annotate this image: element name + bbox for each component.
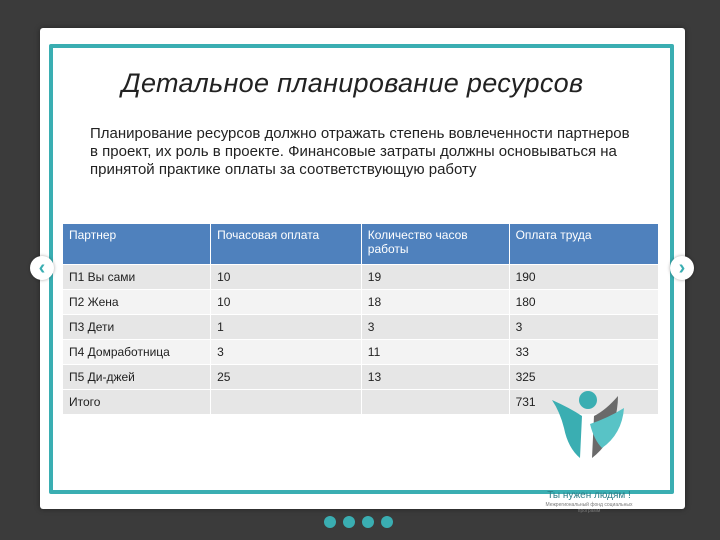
table-cell: 3 bbox=[509, 315, 658, 340]
table-cell: П5 Ди-джей bbox=[63, 365, 211, 390]
next-slide-button[interactable] bbox=[670, 256, 694, 280]
table-cell: 1 bbox=[211, 315, 362, 340]
table-cell: 731 bbox=[509, 390, 658, 415]
header-partner: Партнер bbox=[63, 224, 211, 265]
slide-subtitle: Планирование ресурсов должно отражать степень вовлеченности партнеров в проект, их роль в проекте. Финансовые затраты должны основываться на принятой практике оплаты за соответствующую работу bbox=[90, 125, 630, 178]
prev-slide-button[interactable] bbox=[30, 256, 54, 280]
table-cell: 33 bbox=[509, 340, 658, 365]
table-cell: 325 bbox=[509, 365, 658, 390]
table-cell bbox=[361, 390, 509, 415]
table-cell: 10 bbox=[211, 290, 362, 315]
table-cell: 13 bbox=[361, 365, 509, 390]
table-row bbox=[63, 265, 659, 290]
pagination-dot[interactable] bbox=[324, 516, 336, 528]
table-cell: 3 bbox=[361, 315, 509, 340]
table-cell bbox=[211, 390, 362, 415]
slide-pagination bbox=[324, 516, 393, 528]
logo-subcaption: Межрегиональный фонд социальных программ bbox=[545, 502, 633, 514]
table-cell: П1 Вы сами bbox=[63, 265, 211, 290]
table-cell: 190 bbox=[509, 265, 658, 290]
header-hourly-rate: Почасовая оплата bbox=[211, 224, 362, 265]
table-cell: 10 bbox=[211, 265, 362, 290]
header-pay: Оплата труда bbox=[509, 224, 658, 265]
chevron-left-icon: ‹ bbox=[38, 257, 46, 279]
table-cell: 11 bbox=[361, 340, 509, 365]
chevron-right-icon: › bbox=[678, 257, 686, 279]
table-row bbox=[63, 315, 659, 340]
table-row bbox=[63, 340, 659, 365]
pagination-dot[interactable] bbox=[343, 516, 355, 528]
logo-figure-icon bbox=[530, 378, 640, 463]
table-cell: 18 bbox=[361, 290, 509, 315]
header-hours: Количество часов работы bbox=[361, 224, 509, 265]
pagination-dot[interactable] bbox=[362, 516, 374, 528]
table-cell: 19 bbox=[361, 265, 509, 290]
slide-title: Детальное планирование ресурсов bbox=[121, 68, 584, 98]
table-cell: 180 bbox=[509, 290, 658, 315]
table-header-row bbox=[63, 224, 659, 265]
table-cell: П4 Домработница bbox=[63, 340, 211, 365]
logo-caption: Ты нужен людям ! bbox=[547, 490, 631, 501]
table-row bbox=[63, 290, 659, 315]
table-cell: 3 bbox=[211, 340, 362, 365]
pagination-dot[interactable] bbox=[381, 516, 393, 528]
table-cell: 25 bbox=[211, 365, 362, 390]
table-cell: П3 Дети bbox=[63, 315, 211, 340]
table-cell: П2 Жена bbox=[63, 290, 211, 315]
table-cell: Итого bbox=[63, 390, 211, 415]
